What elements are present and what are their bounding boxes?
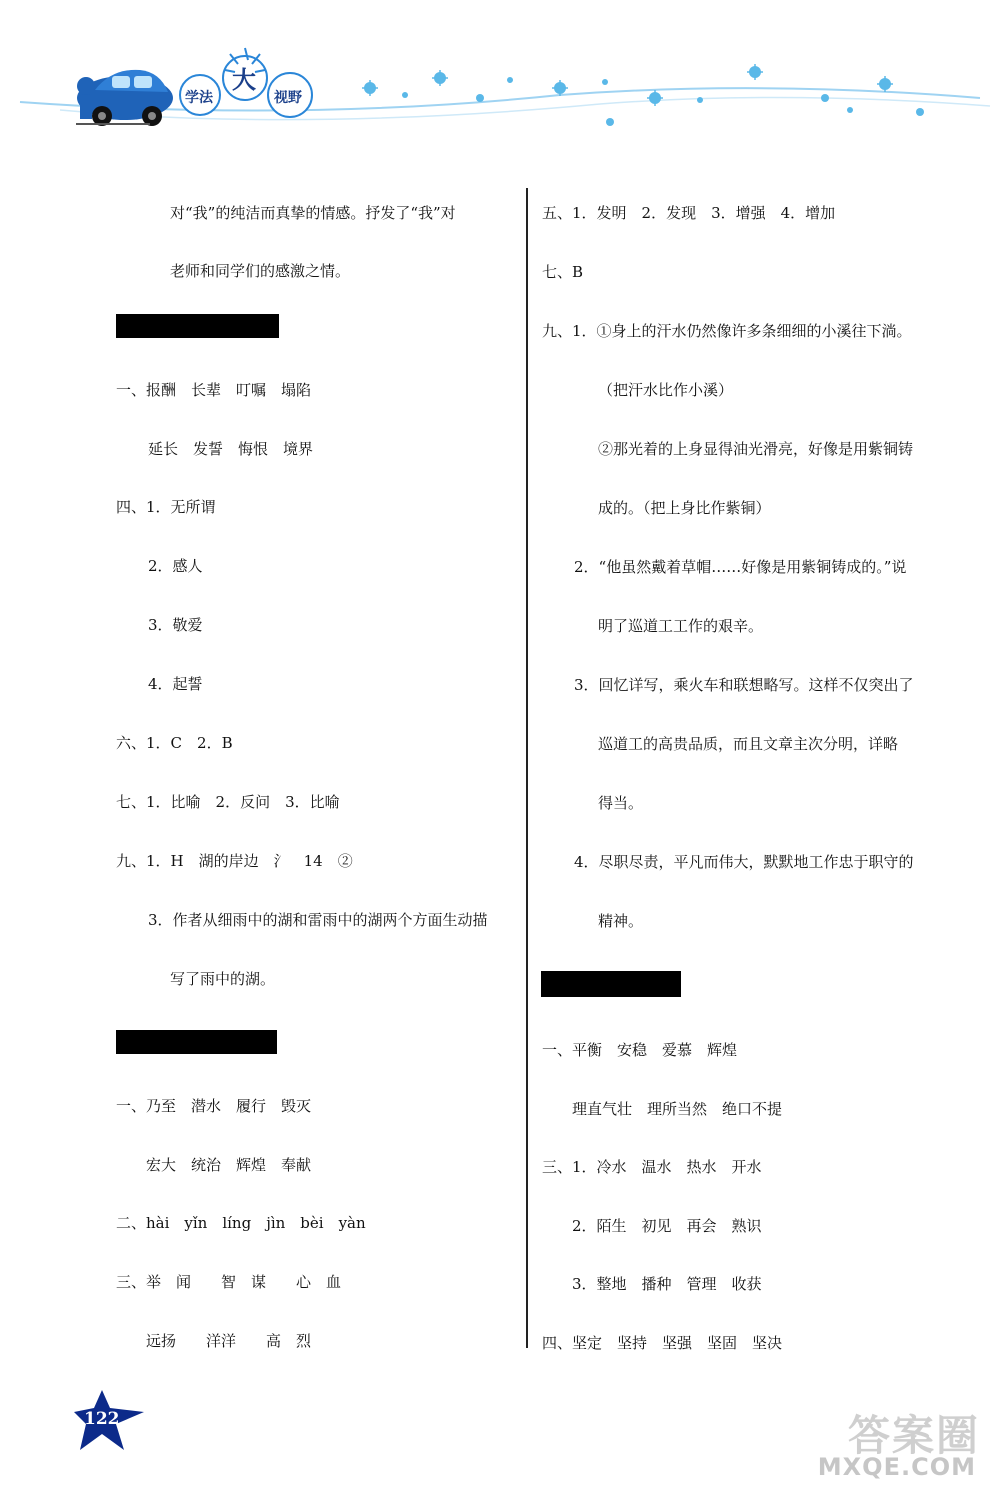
- right-line-18: 3．整地 播种 管理 收获: [572, 1275, 762, 1293]
- right-line-4: （把汗水比作小溪）: [598, 381, 734, 399]
- left-line-12: 3．作者从细雨中的湖和雷雨中的湖两个方面生动描: [148, 911, 488, 929]
- right-line-9: 3．回忆详写，乘火车和联想略写。这样不仅突出了: [574, 676, 914, 694]
- right-line-19: 四、坚定 坚持 坚强 坚固 坚决: [542, 1334, 783, 1352]
- watermark: [800, 1403, 980, 1483]
- left-line-9: 六、1．C 2．B: [116, 734, 233, 752]
- right-line-6: 成的。（把上身比作紫铜）: [598, 499, 771, 517]
- left-line-11: 九、1．H 湖的岸边 氵 14 ②: [116, 852, 353, 870]
- left-line-1: 对“我”的纯洁而真挚的情感。抒发了“我”对: [170, 204, 456, 222]
- sparkle-icon: [364, 66, 924, 126]
- left-line-15: 宏大 统治 辉煌 奉献: [146, 1156, 312, 1174]
- column-divider: [526, 188, 528, 1348]
- car-icon: [76, 70, 173, 126]
- left-line-14: 一、乃至 潜水 履行 毁灭: [116, 1097, 312, 1115]
- right-line-7: 2．“他虽然戴着草帽……好像是用紫铜铸成的。”说: [574, 558, 907, 576]
- left-line-6: 2．感人: [148, 557, 203, 575]
- left-line-7: 3．敬爱: [148, 616, 203, 634]
- redacted-heading: [116, 1030, 277, 1054]
- left-line-18: 远扬 洋洋 高 烈: [146, 1332, 312, 1350]
- svg-text:学法: 学法: [185, 90, 213, 106]
- left-line-17: 三、举 闻 智 谋 心 血: [116, 1273, 342, 1291]
- right-line-3: 九、1．①身上的汗水仍然像许多条细细的小溪往下淌。: [542, 322, 912, 340]
- right-line-14: 一、平衡 安稳 爱慕 辉煌: [542, 1041, 738, 1059]
- right-line-15: 理直气壮 理所当然 绝口不提: [572, 1100, 783, 1118]
- right-line-16: 三、1．冷水 温水 热水 开水: [542, 1158, 762, 1176]
- right-line-11: 得当。: [598, 794, 644, 812]
- page-number: 122: [84, 1409, 120, 1429]
- left-line-13: 写了雨中的湖。: [170, 970, 276, 988]
- right-line-12: 4．尽职尽责，平凡而伟大，默默地工作忠于职守的: [574, 853, 914, 871]
- left-line-5: 四、1．无所谓: [116, 498, 216, 516]
- right-line-2: 七、B: [542, 263, 584, 281]
- right-line-17: 2．陌生 初见 再会 熟识: [572, 1217, 762, 1235]
- right-line-10: 巡道工的高贵品质，而且文章主次分明，详略: [598, 735, 899, 753]
- left-line-2: 老师和同学们的感激之情。: [170, 262, 351, 280]
- right-line-13: 精神。: [598, 912, 644, 930]
- left-line-10: 七、1．比喻 2．反问 3．比喻: [116, 793, 340, 811]
- header-decoration: [0, 40, 1000, 150]
- left-line-3: 一、报酬 长辈 叮嘱 塌陷: [116, 381, 312, 399]
- redacted-heading: [541, 971, 681, 997]
- svg-text:视野: 视野: [274, 90, 302, 106]
- right-line-1: 五、1．发明 2．发现 3．增强 4．增加: [542, 204, 836, 222]
- left-line-4: 延长 发誓 悔恨 境界: [148, 440, 314, 458]
- logo-icon: [180, 48, 312, 117]
- watermark-top: 答案圈: [847, 1411, 980, 1460]
- right-line-5: ②那光着的上身显得油光滑亮，好像是用紫铜铸: [598, 440, 914, 458]
- watermark-bottom: MXQE.COM: [817, 1453, 976, 1481]
- svg-text:大: 大: [232, 66, 256, 94]
- page-header: [0, 40, 1000, 150]
- right-line-8: 明了巡道工工作的艰辛。: [598, 617, 764, 635]
- left-line-8: 4．起誓: [148, 675, 203, 693]
- redacted-heading: [116, 314, 279, 338]
- left-line-16: 二、hài yǐn líng jìn bèi yàn: [116, 1214, 366, 1232]
